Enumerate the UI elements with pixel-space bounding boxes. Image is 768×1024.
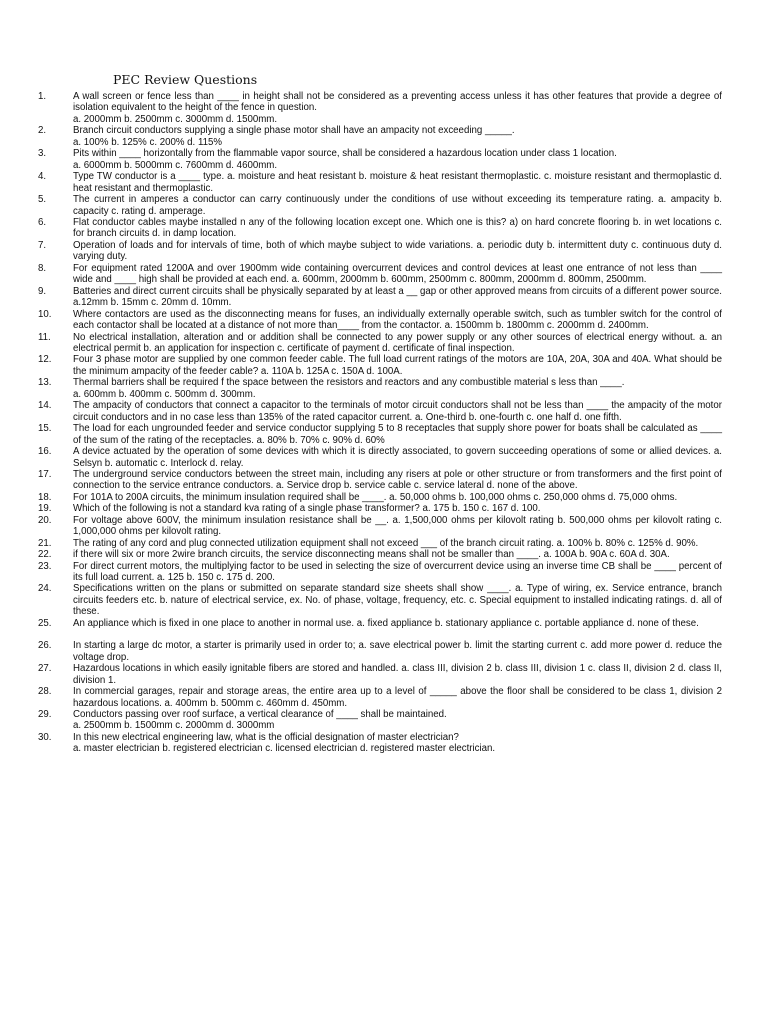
question-item xyxy=(38,503,722,514)
question-text: The rating of any cord and plug connected utilization equipment shall not exceed ___ of the branch circuit rating. a. 100% b. 80% c. 125% d. 90%. xyxy=(73,537,699,549)
question-item xyxy=(38,423,722,446)
question-item xyxy=(38,194,722,217)
question-item xyxy=(38,309,722,332)
question-text: Branch circuit conductors supplying a single phase motor shall have an ampacity not exceeding _____. xyxy=(73,125,515,137)
question-item xyxy=(38,469,722,492)
question-number: 26. xyxy=(38,640,52,652)
question-item xyxy=(38,125,722,148)
question-number: 30. xyxy=(38,731,52,743)
question-text: For direct current motors, the multiplying factor to be used in selecting the size of overcurrent device using an inverse time CB shall be ____ percent of its full load current. a. 125 b. 150 c. 175 d. 200. xyxy=(73,560,722,584)
question-item xyxy=(38,709,722,732)
question-text: Conductors passing over roof surface, a vertical clearance of ____ shall be maintained. xyxy=(73,709,447,721)
question-number: 22. xyxy=(38,549,52,561)
question-item xyxy=(38,686,722,709)
question-text: Operation of loads and for intervals of time, both of which maybe subject to wide variations. a. periodic duty b. intermittent duty c. continuous duty d. varying duty. xyxy=(73,239,722,263)
question-number: 7. xyxy=(38,239,47,251)
question-item xyxy=(38,91,722,125)
question-text: Batteries and direct current circuits shall be physically separated by at least a __ gap or other approved means from circuits of a different power source. a.12mm b. 15mm c. 20mm d. 10mm. xyxy=(73,285,722,309)
question-item xyxy=(38,377,722,400)
question-item xyxy=(38,492,722,503)
question-number: 17. xyxy=(38,468,52,480)
question-number: 23. xyxy=(38,560,52,572)
question-text: A device actuated by the operation of some devices with which it is directly associated, to govern succeeding operations of some or allied devices. a. Selsyn b. automatic c. Interlock d. relay. xyxy=(73,446,722,469)
question-text: Where contactors are used as the disconnecting means for fuses, an individually externally operable switch, such as tumbler switch for the control of each contactor shall be located at a distance of not more than____ from the contactor. a. 1500mm b. 1800mm c. 2000mm d. 2400mm. xyxy=(73,308,722,332)
question-text: In this new electrical engineering law, what is the official designation of master electrician? xyxy=(73,731,459,743)
question-number: 27. xyxy=(38,663,52,675)
question-number: 9. xyxy=(38,285,47,297)
question-item xyxy=(38,640,722,663)
question-item xyxy=(38,732,722,755)
question-number: 8. xyxy=(38,262,47,274)
question-number: 4. xyxy=(38,171,47,183)
question-item xyxy=(38,171,722,194)
question-text: if there will six or more 2wire branch circuits, the service disconnecting means shall not be smaller than ____. a. 100A b. 90A c. 60A d. 30A. xyxy=(73,549,670,561)
question-item xyxy=(38,446,722,469)
question-choices: a. master electrician b. registered electrician c. licensed electrician d. registered master electrician. xyxy=(73,743,496,755)
question-number: 18. xyxy=(38,491,52,503)
question-text: The current in amperes a conductor can carry continuously under the conditions of use without exceeding its temperature rating. a. ampacity b. capacity c. rating d. amperage. xyxy=(73,194,722,217)
question-item xyxy=(38,263,722,286)
question-number: 29. xyxy=(38,709,52,721)
question-text: Pits within ____ horizontally from the flammable vapor source, shall be considered a hazardous location under class 1 location. xyxy=(73,148,617,160)
question-number: 19. xyxy=(38,503,52,515)
question-text: Specifications written on the plans or submitted on separate standard size sheets shall show ____. a. Type of wiring, ex. Service entrance, branch circuits feeders etc. b. nature of electrical service, ex. No. of phase, voltage, frequency, etc. c. Special equipment to installed indicating ratings. d. all of these. xyxy=(73,583,722,618)
question-choices: a. 100% b. 125% c. 200% d. 115% xyxy=(73,136,223,148)
question-text: Type TW conductor is a ____ type. a. moisture and heat resistant b. moisture & heat resistant thermoplastic. c. moisture resistant and thermoplastic d. heat resistant and thermoplastic. xyxy=(73,171,722,194)
question-number: 10. xyxy=(38,308,52,320)
question-item xyxy=(38,240,722,263)
question-text: For equipment rated 1200A and over 1900mm wide containing overcurrent devices and control devices at least one entrance of not less than ____ wide and ____ high shall be provided at each end. a. 600mm, 2000mm b. 600mm, 2500mm c. 800mm, 2000mm d. 800mm, 2500mm. xyxy=(73,262,722,286)
question-number: 5. xyxy=(38,194,47,206)
question-text: Four 3 phase motor are supplied by one common feeder cable. The full load current ratings of the motors are 10A, 20A, 30A and 40A. What should be the minimum ampacity of the feeder cable? a. 110A b. 125A c. 150A d. 100A. xyxy=(73,354,722,377)
question-text: The ampacity of conductors that connect a capacitor to the terminals of motor circuit conductors shall not be less than ____ the ampacity of the motor circuit conductors and in no case less than 135% of the rated capacitor current. a. One-third b. one-fourth c. one half d. one fifth. xyxy=(73,400,722,423)
question-number: 25. xyxy=(38,617,52,629)
question-choices: a. 2500mm b. 1500mm c. 2000mm d. 3000mm xyxy=(73,720,275,732)
question-number: 15. xyxy=(38,423,52,435)
question-text: Which of the following is not a standard kva rating of a single phase transformer? a. 175 b. 150 c. 167 d. 100. xyxy=(73,503,541,515)
question-text: No electrical installation, alteration and or addition shall be connected to any power supply or any other sources of electrical energy without. a. an electrical permit b. an application for inspection c. certificate of payment d. certificate of final inspection. xyxy=(73,331,722,354)
question-number: 6. xyxy=(38,216,47,228)
question-number: 2. xyxy=(38,125,47,137)
question-number: 13. xyxy=(38,377,52,389)
question-text: The underground service conductors between the street main, including any risers at pole or other structure or from transformers and the first point of connection to the service entrance conductors. a. Service drop b. service cable c. service lateral d. none of the above. xyxy=(73,468,722,492)
question-number: 20. xyxy=(38,514,52,526)
question-item xyxy=(38,332,722,355)
question-choices: a. 600mm b. 400mm c. 500mm d. 300mm. xyxy=(73,388,256,400)
question-number: 16. xyxy=(38,446,52,458)
question-choices: a. 6000mm b. 5000mm c. 7600mm d. 4600mm. xyxy=(73,159,278,171)
question-item xyxy=(38,583,722,617)
question-item xyxy=(38,663,722,686)
question-number: 28. xyxy=(38,686,52,698)
question-item xyxy=(38,549,722,560)
question-item xyxy=(38,217,722,240)
question-text: Thermal barriers shall be required f the space between the resistors and reactors and any combustible material s less than ____. xyxy=(73,377,625,389)
question-number: 11. xyxy=(38,331,51,343)
question-text: In commercial garages, repair and storage areas, the entire area up to a level of _____ above the floor shall be considered to be class 1, division 2 hazardous locations. a. 400mm b. 500mm c. 460mm d. 450mm. xyxy=(73,686,722,709)
question-number: 3. xyxy=(38,148,47,160)
question-text: An appliance which is fixed in one place to another in normal use. a. fixed appliance b. stationary appliance c. portable appliance d. none of these. xyxy=(73,617,699,629)
page-title: PEC Review Questions xyxy=(113,72,258,87)
question-item xyxy=(38,618,722,629)
question-text: For 101A to 200A circuits, the minimum insulation required shall be ____. a. 50,000 ohms b. 100,000 ohms c. 250,000 ohms d. 75,000 ohms. xyxy=(73,491,678,503)
question-text: Flat conductor cables maybe installed n any of the following location except one. Which one is this? a) on hard concrete flooring b. in wet locations c. for branch circuits d. in damp location. xyxy=(73,216,722,240)
question-item xyxy=(38,515,722,538)
question-number: 12. xyxy=(38,354,52,366)
question-item xyxy=(38,400,722,423)
question-list xyxy=(38,91,722,755)
question-text: For voltage above 600V, the minimum insulation resistance shall be __. a. 1,500,000 ohms per kilovolt rating b. 500,000 ohms per kilovolt rating c. 1,000,000 ohms per kilovolt rating. xyxy=(73,514,722,538)
question-item xyxy=(38,148,722,171)
question-item xyxy=(38,561,722,584)
question-item xyxy=(38,538,722,549)
spacer xyxy=(38,629,722,640)
question-number: 14. xyxy=(38,400,52,412)
question-text: A wall screen or fence less than ____ in height shall not be considered as a preventing access unless it has other features that provide a degree of isolation equivalent to the height of the fence in question. xyxy=(73,91,722,114)
question-text: Hazardous locations in which easily ignitable fibers are stored and handled. a. class III, division 2 b. class III, division 1 c. class II, division 2 d. class II, division 1. xyxy=(73,663,722,686)
question-number: 21. xyxy=(38,537,52,549)
question-text: The load for each ungrounded feeder and service conductor supplying 5 to 8 receptacles that supply shore power for boats shall be calculated as ____ of the sum of the rating of the receptacles. a. 80% b. 70% c. 90% d. 60% xyxy=(73,423,722,446)
question-choices: a. 2000mm b. 2500mm c. 3000mm d. 1500mm. xyxy=(73,113,278,125)
question-item xyxy=(38,354,722,377)
question-item xyxy=(38,286,722,309)
question-number: 24. xyxy=(38,583,52,595)
question-text: In starting a large dc motor, a starter is primarily used in order to; a. save electrical power b. limit the starting current c. add more power d. reduce the voltage drop. xyxy=(73,640,722,663)
question-number: 1. xyxy=(38,91,47,102)
